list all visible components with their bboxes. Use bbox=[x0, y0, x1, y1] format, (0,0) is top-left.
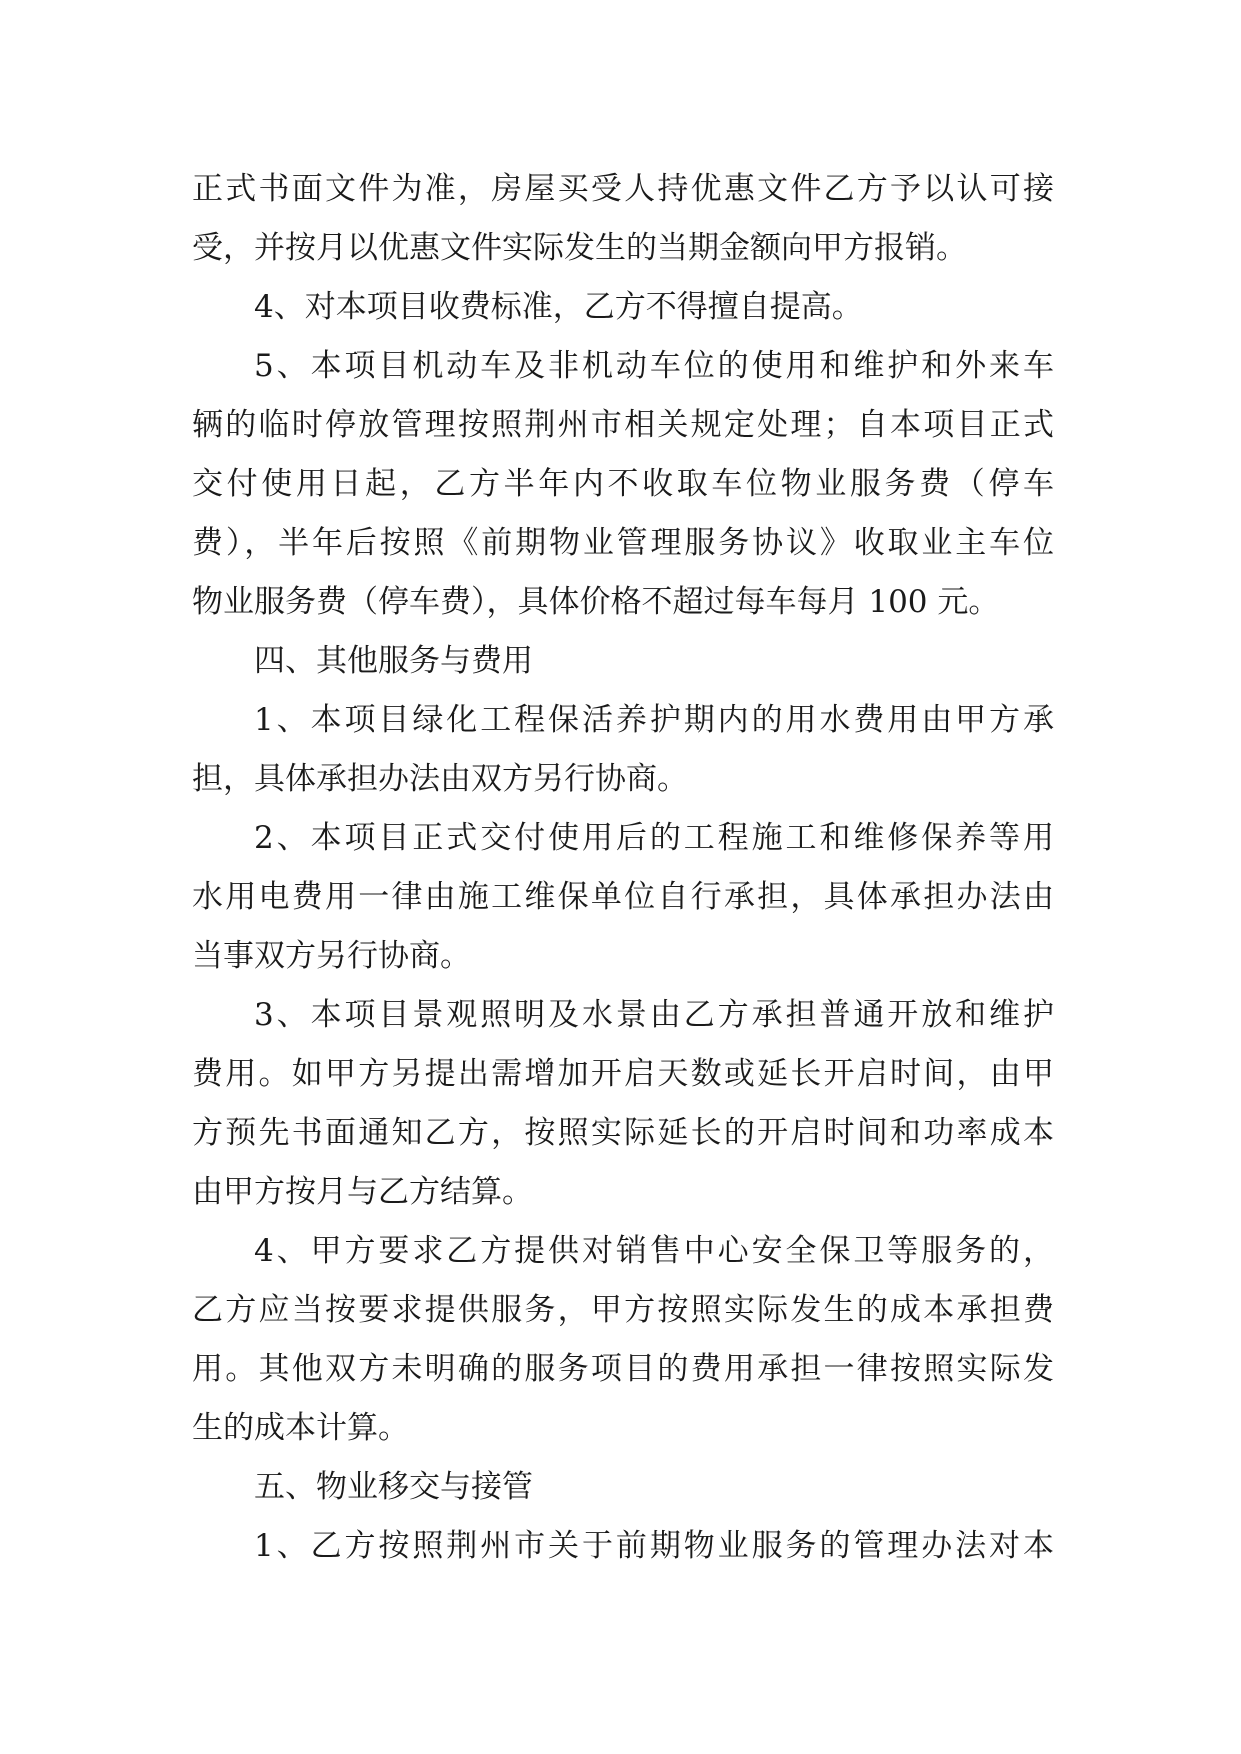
text-line: 担，具体承担办法由双方另行协商。 bbox=[192, 761, 688, 797]
paragraph-continuation bbox=[192, 160, 1054, 278]
heading-text: 四、其他服务与费用 bbox=[254, 643, 533, 679]
heading-text: 五、物业移交与接管 bbox=[254, 1469, 533, 1505]
text-line: 由甲方按月与乙方结算。 bbox=[192, 1174, 533, 1210]
text-line: 水用电费用一律由施工维保单位自行承担，具体承担办法由 bbox=[192, 879, 1054, 915]
text-line: 2、本项目正式交付使用后的工程施工和维修保养等用 bbox=[254, 820, 1054, 856]
document-body bbox=[192, 160, 1054, 1576]
section-heading-5 bbox=[192, 1458, 1054, 1517]
text-line: 5、本项目机动车及非机动车位的使用和维护和外来车 bbox=[254, 348, 1054, 384]
text-line: 4、对本项目收费标准，乙方不得擅自提高。 bbox=[254, 289, 863, 325]
paragraph-4-1 bbox=[192, 691, 1054, 809]
text-line: 费），半年后按照《前期物业管理服务协议》收取业主车位 bbox=[192, 525, 1054, 561]
text-line: 物业服务费（停车费），具体价格不超过每车每月 100 元。 bbox=[192, 584, 1000, 620]
text-line: 4、甲方要求乙方提供对销售中心安全保卫等服务的， bbox=[254, 1233, 1054, 1269]
paragraph-5-1 bbox=[192, 1517, 1054, 1576]
paragraph-4-4 bbox=[192, 1222, 1054, 1458]
text-line: 正式书面文件为准，房屋买受人持优惠文件乙方予以认可接 bbox=[192, 171, 1054, 207]
text-line: 费用。如甲方另提出需增加开启天数或延长开启时间，由甲 bbox=[192, 1056, 1054, 1092]
text-line: 1、乙方按照荆州市关于前期物业服务的管理办法对本 bbox=[254, 1528, 1054, 1564]
text-line: 受，并按月以优惠文件实际发生的当期金额向甲方报销。 bbox=[192, 230, 967, 266]
text-line: 辆的临时停放管理按照荆州市相关规定处理；自本项目正式 bbox=[192, 407, 1054, 443]
text-line: 交付使用日起，乙方半年内不收取车位物业服务费（停车 bbox=[192, 466, 1054, 502]
paragraph-item-5 bbox=[192, 337, 1054, 632]
text-line: 1、本项目绿化工程保活养护期内的用水费用由甲方承 bbox=[254, 702, 1054, 738]
text-line: 方预先书面通知乙方，按照实际延长的开启时间和功率成本 bbox=[192, 1115, 1054, 1151]
text-line: 当事双方另行协商。 bbox=[192, 938, 471, 974]
paragraph-4-2 bbox=[192, 809, 1054, 986]
text-line: 生的成本计算。 bbox=[192, 1410, 409, 1446]
paragraph-4-3 bbox=[192, 986, 1054, 1222]
text-line: 乙方应当按要求提供服务，甲方按照实际发生的成本承担费 bbox=[192, 1292, 1054, 1328]
section-heading-4 bbox=[192, 632, 1054, 691]
paragraph-item-4 bbox=[192, 278, 1054, 337]
text-line: 用。其他双方未明确的服务项目的费用承担一律按照实际发 bbox=[192, 1351, 1054, 1387]
text-line: 3、本项目景观照明及水景由乙方承担普通开放和维护 bbox=[254, 997, 1054, 1033]
